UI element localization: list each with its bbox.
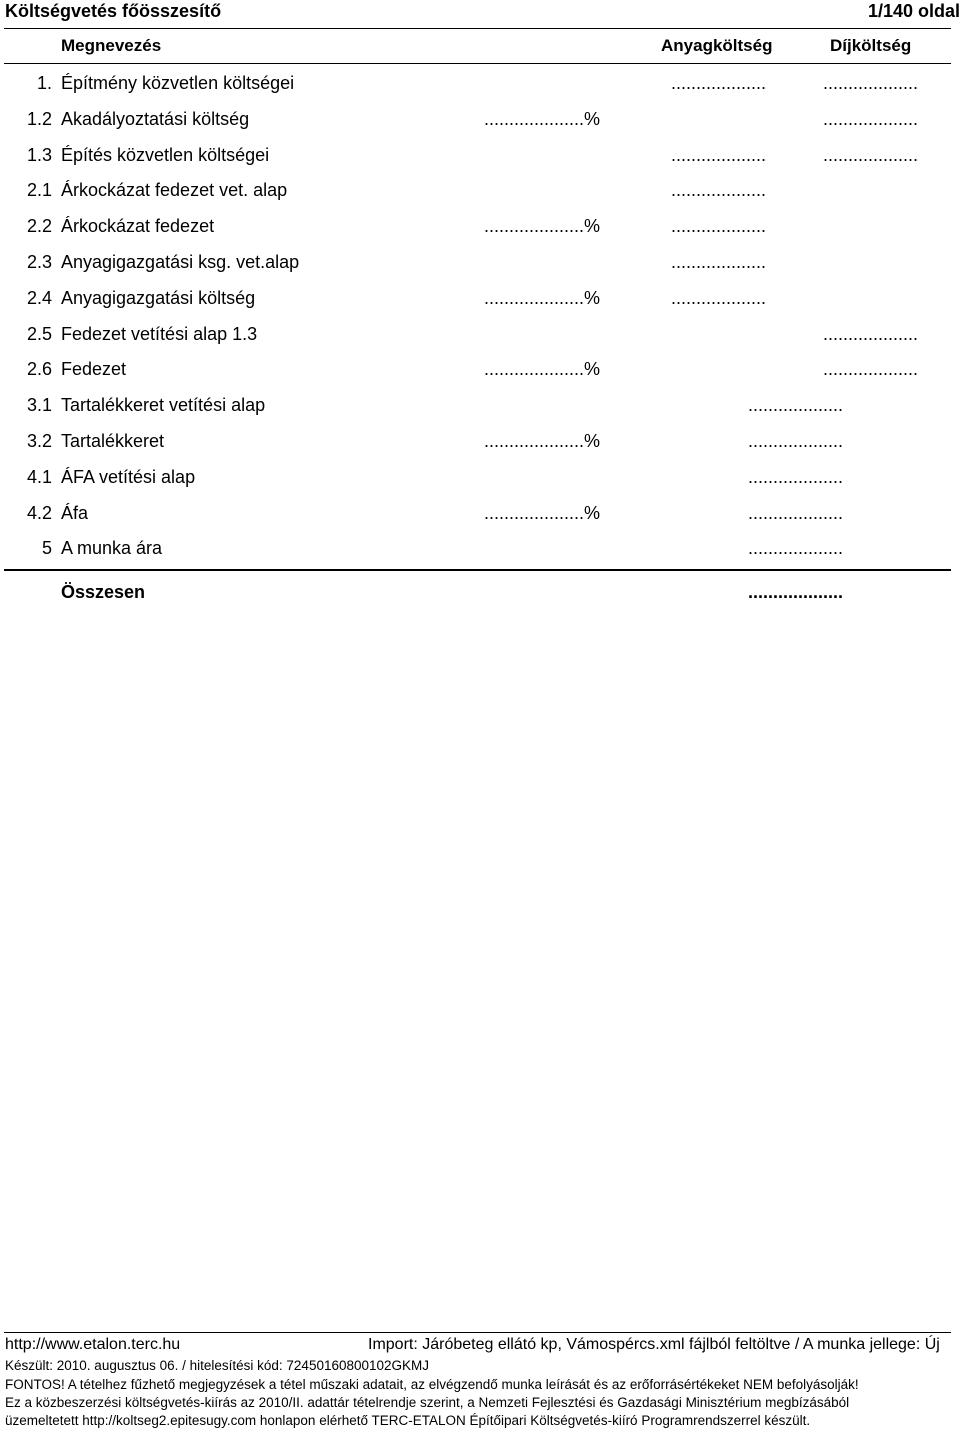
summary-row [0, 395, 960, 425]
column-header-fee: Díjköltség [830, 36, 912, 55]
row-material-cost: ................... [671, 216, 767, 237]
row-percent: ....................% [484, 502, 601, 523]
summary-row [0, 145, 960, 175]
row-number: 2.6 [26, 359, 52, 380]
row-name: ÁFA vetítési alap [61, 466, 196, 487]
row-name: Tartalékkeret [61, 431, 165, 451]
row-name: Anyagigazgatási ksg. vet.alap [61, 252, 300, 272]
page-number: 1/140 oldal [867, 1, 960, 21]
total-rule [4, 569, 951, 571]
row-material-cost: ................... [671, 73, 767, 93]
footer-note-important: FONTOS! A tételhez fűzhető megjegyzések a tétel műszaki adatait, az elvégzendő munka leírását és az erőforrásértékeket NEM befolyásolják! [5, 1377, 859, 1392]
document-title: Költségvetés főösszesítő [5, 1, 222, 21]
footer-note-procurement: Ez a közbeszerzési költségvetés-kiírás az 2010/II. adattár tételrendje szerint, a Nemzeti Fejlesztési és Gazdasági Minisztérium megbízásából [5, 1395, 850, 1410]
summary-row [0, 359, 960, 389]
summary-row [0, 216, 960, 246]
row-material-cost: ................... [671, 287, 767, 308]
row-amount: ................... [748, 395, 844, 416]
summary-row [0, 180, 960, 210]
row-number: 5 [41, 538, 52, 559]
row-name: Építés közvetlen költségei [61, 144, 270, 165]
total-value: ................... [748, 582, 844, 602]
summary-row [0, 109, 960, 139]
summary-row [0, 288, 960, 318]
row-name: Áfa [61, 502, 89, 523]
summary-row [0, 324, 960, 354]
row-number: 2.3 [26, 252, 52, 272]
row-percent: ....................% [484, 359, 601, 380]
row-number: 1.2 [26, 108, 52, 129]
footer-url: http://www.etalon.terc.hu [5, 1336, 181, 1353]
row-amount: ................... [748, 538, 844, 559]
summary-row [0, 431, 960, 461]
total-label: Összesen [61, 582, 146, 602]
row-number: 2.5 [26, 323, 52, 344]
row-amount: ................... [748, 502, 844, 523]
row-number: 1.3 [26, 144, 52, 165]
row-number: 3.1 [26, 395, 52, 416]
row-name: A munka ára [61, 538, 163, 559]
row-fee-cost: ................... [823, 359, 919, 380]
row-name: Anyagigazgatási költség [61, 287, 256, 308]
row-amount: ................... [748, 431, 844, 451]
row-percent: ....................% [484, 108, 601, 129]
row-fee-cost: ................... [823, 144, 919, 165]
row-number: 1. [36, 73, 52, 93]
column-header-name: Megnevezés [61, 36, 162, 55]
row-number: 2.1 [26, 180, 52, 201]
header-rule [4, 28, 951, 29]
row-amount: ................... [748, 466, 844, 487]
row-number: 3.2 [26, 431, 52, 451]
row-number: 4.2 [26, 502, 52, 523]
row-name: Tartalékkeret vetítési alap [61, 395, 266, 416]
row-fee-cost: ................... [823, 323, 919, 344]
footer-note-program: üzemeltetett http://koltseg2.epitesugy.com honlapon elérhető TERC-ETALON Építőipari Költségvetés-kiíró Programrendszerrel készült. [5, 1413, 811, 1428]
summary-row [0, 252, 960, 282]
row-material-cost: ................... [671, 144, 767, 165]
row-number: 2.4 [26, 287, 52, 308]
summary-row [0, 538, 960, 568]
row-material-cost: ................... [671, 180, 767, 201]
column-header-rule [4, 63, 951, 64]
row-fee-cost: ................... [823, 73, 919, 93]
footer-created: Készült: 2010. augusztus 06. / hitelesítési kód: 72450160800102GKMJ [5, 1358, 430, 1373]
row-fee-cost: ................... [823, 108, 919, 129]
row-name: Akadályoztatási költség [61, 108, 250, 129]
summary-row [0, 73, 960, 103]
row-percent: ....................% [484, 216, 601, 237]
row-number: 4.1 [26, 466, 52, 487]
row-number: 2.2 [26, 216, 52, 237]
summary-row [0, 467, 960, 497]
summary-row [0, 503, 960, 533]
row-name: Árkockázat fedezet vet. alap [61, 180, 288, 201]
row-percent: ....................% [484, 287, 601, 308]
row-material-cost: ................... [671, 252, 767, 272]
column-header-material: Anyagköltség [661, 36, 773, 55]
footer-import-info: Import: Járóbeteg ellátó kp, Vámospércs.xml fájlból feltöltve / A munka jellege: Új [368, 1336, 940, 1353]
row-name: Fedezet vetítési alap 1.3 [61, 323, 258, 344]
row-percent: ....................% [484, 431, 601, 451]
row-name: Árkockázat fedezet [61, 216, 215, 237]
footer-rule [4, 1332, 951, 1333]
row-name: Fedezet [61, 359, 127, 380]
row-name: Építmény közvetlen költségei [61, 73, 295, 93]
